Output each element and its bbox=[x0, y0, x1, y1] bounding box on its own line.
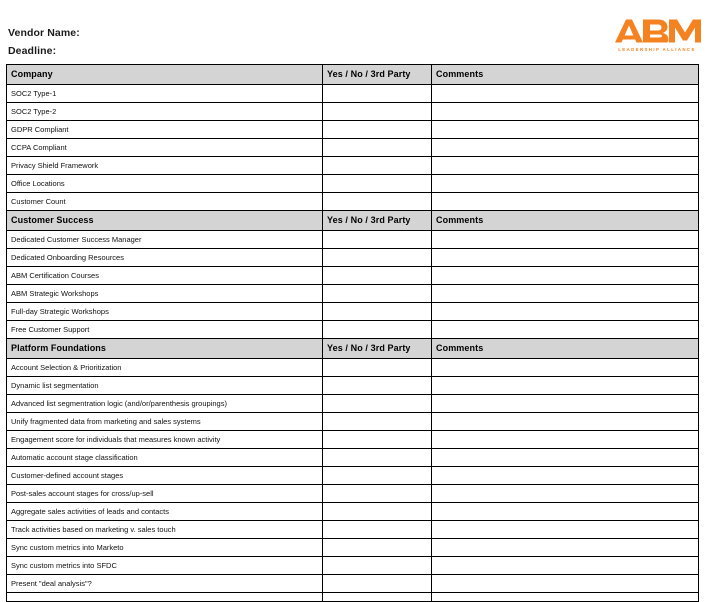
item-label: Automatic account stage classification bbox=[7, 449, 323, 467]
item-label: Unify fragmented data from marketing and sales systems bbox=[7, 413, 323, 431]
comments-cell[interactable] bbox=[432, 85, 699, 103]
checklist-body bbox=[7, 65, 699, 602]
table-row bbox=[7, 575, 699, 593]
item-label: Sync custom metrics into Marketo bbox=[7, 539, 323, 557]
answer-cell[interactable] bbox=[323, 285, 432, 303]
answer-cell[interactable] bbox=[323, 593, 432, 602]
answer-cell[interactable] bbox=[323, 231, 432, 249]
answer-cell[interactable] bbox=[323, 303, 432, 321]
section-header-row bbox=[7, 211, 699, 231]
answer-cell[interactable] bbox=[323, 121, 432, 139]
vendor-checklist-table-wrapper bbox=[6, 64, 698, 602]
answer-cell[interactable] bbox=[323, 485, 432, 503]
section-title-platform-foundations: Platform Foundations bbox=[7, 339, 323, 359]
answer-cell[interactable] bbox=[323, 413, 432, 431]
comments-cell[interactable] bbox=[432, 231, 699, 249]
item-label: Office Locations bbox=[7, 175, 323, 193]
item-label: ABM Certification Courses bbox=[7, 267, 323, 285]
abm-leadership-alliance-logo bbox=[612, 16, 702, 58]
comments-cell[interactable] bbox=[432, 575, 699, 593]
vendor-checklist-table bbox=[6, 64, 699, 602]
comments-cell[interactable] bbox=[432, 249, 699, 267]
answer-cell[interactable] bbox=[323, 503, 432, 521]
table-row bbox=[7, 413, 699, 431]
table-row bbox=[7, 359, 699, 377]
answer-cell[interactable] bbox=[323, 193, 432, 211]
answer-cell[interactable] bbox=[323, 175, 432, 193]
answer-cell[interactable] bbox=[323, 521, 432, 539]
table-row bbox=[7, 467, 699, 485]
table-row bbox=[7, 521, 699, 539]
answer-cell[interactable] bbox=[323, 395, 432, 413]
comments-cell[interactable] bbox=[432, 557, 699, 575]
table-row bbox=[7, 231, 699, 249]
answer-cell[interactable] bbox=[323, 359, 432, 377]
deadline-label: Deadline: bbox=[8, 45, 57, 57]
comments-cell[interactable] bbox=[432, 193, 699, 211]
answer-cell[interactable] bbox=[323, 103, 432, 121]
table-row bbox=[7, 85, 699, 103]
item-label: SOC2 Type-1 bbox=[7, 85, 323, 103]
item-label bbox=[7, 593, 323, 602]
answer-cell[interactable] bbox=[323, 249, 432, 267]
comments-cell[interactable] bbox=[432, 431, 699, 449]
comments-cell[interactable] bbox=[432, 395, 699, 413]
item-label: Dedicated Onboarding Resources bbox=[7, 249, 323, 267]
table-row bbox=[7, 139, 699, 157]
comments-cell[interactable] bbox=[432, 175, 699, 193]
item-label: Track activities based on marketing v. sales touch bbox=[7, 521, 323, 539]
abm-wordmark-icon bbox=[612, 16, 702, 46]
table-row bbox=[7, 485, 699, 503]
answer-cell[interactable] bbox=[323, 377, 432, 395]
comments-cell[interactable] bbox=[432, 285, 699, 303]
column-header-answer: Yes / No / 3rd Party bbox=[323, 339, 432, 359]
item-label: Present "deal analysis"? bbox=[7, 575, 323, 593]
comments-cell[interactable] bbox=[432, 377, 699, 395]
item-label: ABM Strategic Workshops bbox=[7, 285, 323, 303]
table-row bbox=[7, 593, 699, 602]
section-title-customer-success: Customer Success bbox=[7, 211, 323, 231]
table-row bbox=[7, 449, 699, 467]
item-label: Advanced list segmentration logic (and/or/parenthesis groupings) bbox=[7, 395, 323, 413]
table-row bbox=[7, 103, 699, 121]
table-row bbox=[7, 395, 699, 413]
table-row bbox=[7, 321, 699, 339]
answer-cell[interactable] bbox=[323, 467, 432, 485]
document-header bbox=[0, 0, 710, 64]
table-row bbox=[7, 539, 699, 557]
column-header-answer: Yes / No / 3rd Party bbox=[323, 211, 432, 231]
comments-cell[interactable] bbox=[432, 321, 699, 339]
comments-cell[interactable] bbox=[432, 139, 699, 157]
item-label: Sync custom metrics into SFDC bbox=[7, 557, 323, 575]
answer-cell[interactable] bbox=[323, 557, 432, 575]
table-row bbox=[7, 249, 699, 267]
comments-cell[interactable] bbox=[432, 467, 699, 485]
table-row bbox=[7, 557, 699, 575]
comments-cell[interactable] bbox=[432, 103, 699, 121]
vendor-name-label: Vendor Name: bbox=[8, 27, 80, 39]
item-label: Customer Count bbox=[7, 193, 323, 211]
logo-tagline: LEADERSHIP ALLIANCE bbox=[618, 47, 696, 52]
answer-cell[interactable] bbox=[323, 539, 432, 557]
item-label: Account Selection & Prioritization bbox=[7, 359, 323, 377]
section-title-company: Company bbox=[7, 65, 323, 85]
item-label: Aggregate sales activities of leads and contacts bbox=[7, 503, 323, 521]
comments-cell[interactable] bbox=[432, 449, 699, 467]
answer-cell[interactable] bbox=[323, 575, 432, 593]
item-label: GDPR Compliant bbox=[7, 121, 323, 139]
section-header-row bbox=[7, 65, 699, 85]
answer-cell[interactable] bbox=[323, 321, 432, 339]
section-header-row bbox=[7, 339, 699, 359]
item-label: SOC2 Type-2 bbox=[7, 103, 323, 121]
column-header-comments: Comments bbox=[432, 211, 699, 231]
answer-cell[interactable] bbox=[323, 449, 432, 467]
column-header-answer: Yes / No / 3rd Party bbox=[323, 65, 432, 85]
comments-cell[interactable] bbox=[432, 359, 699, 377]
comments-cell[interactable] bbox=[432, 593, 699, 602]
answer-cell[interactable] bbox=[323, 267, 432, 285]
item-label: Full-day Strategic Workshops bbox=[7, 303, 323, 321]
comments-cell[interactable] bbox=[432, 121, 699, 139]
comments-cell[interactable] bbox=[432, 303, 699, 321]
comments-cell[interactable] bbox=[432, 413, 699, 431]
vendor-meta-fields bbox=[8, 24, 80, 60]
table-row bbox=[7, 175, 699, 193]
comments-cell[interactable] bbox=[432, 539, 699, 557]
item-label: Free Customer Support bbox=[7, 321, 323, 339]
table-row bbox=[7, 285, 699, 303]
table-row bbox=[7, 377, 699, 395]
table-row bbox=[7, 193, 699, 211]
item-label: Customer-defined account stages bbox=[7, 467, 323, 485]
table-row bbox=[7, 303, 699, 321]
comments-cell[interactable] bbox=[432, 157, 699, 175]
comments-cell[interactable] bbox=[432, 267, 699, 285]
table-row bbox=[7, 503, 699, 521]
comments-cell[interactable] bbox=[432, 503, 699, 521]
column-header-comments: Comments bbox=[432, 339, 699, 359]
item-label: CCPA Compliant bbox=[7, 139, 323, 157]
comments-cell[interactable] bbox=[432, 521, 699, 539]
table-row bbox=[7, 431, 699, 449]
item-label: Privacy Shield Framework bbox=[7, 157, 323, 175]
answer-cell[interactable] bbox=[323, 85, 432, 103]
answer-cell[interactable] bbox=[323, 157, 432, 175]
item-label: Post-sales account stages for cross/up-sell bbox=[7, 485, 323, 503]
column-header-comments: Comments bbox=[432, 65, 699, 85]
item-label: Dedicated Customer Success Manager bbox=[7, 231, 323, 249]
table-row bbox=[7, 157, 699, 175]
item-label: Dynamic list segmentation bbox=[7, 377, 323, 395]
item-label: Engagement score for individuals that measures known activity bbox=[7, 431, 323, 449]
answer-cell[interactable] bbox=[323, 139, 432, 157]
answer-cell[interactable] bbox=[323, 431, 432, 449]
table-row bbox=[7, 267, 699, 285]
table-row bbox=[7, 121, 699, 139]
comments-cell[interactable] bbox=[432, 485, 699, 503]
